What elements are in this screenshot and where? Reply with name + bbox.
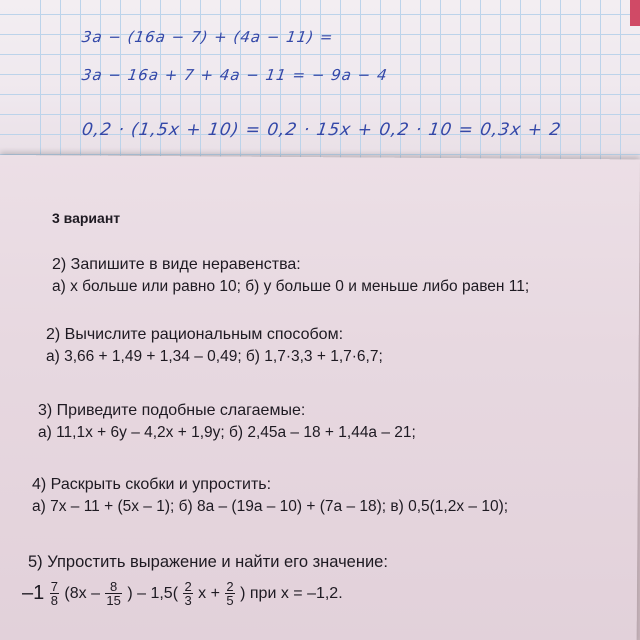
expr-lead: –1 [22,582,45,604]
task-3-text: а) 11,1х + 6у – 4,2х + 1,9у; б) 2,45а – 18 + 1,44а – 21; [38,424,416,441]
fraction-numerator: 2 [184,579,192,594]
expr-part-1: (8х – [64,584,100,602]
handwritten-line-1: 3a − (16a − 7) + (4a − 11) = [80,28,335,46]
fraction-denominator: 15 [106,593,121,608]
task-4-text: а) 7х – 11 + (5х – 1); б) 8а – (19а – 10) + (7а – 18); в) 0,5(1,2х – 10); [32,498,509,515]
task-2-title: 2) Запишите в виде неравенства: [52,256,301,273]
task-2b-text: а) 3,66 + 1,49 + 1,34 – 0,49; б) 1,7·3,3 + 1,7·6,7; [46,348,383,365]
fraction-numerator: 8 [105,580,121,594]
fraction-numerator: 2 [226,579,234,594]
fraction-denominator: 5 [226,593,234,608]
grid-line [60,0,61,162]
expr-part-3: х + [198,584,220,602]
fraction-denominator: 3 [184,593,192,608]
task-2b-title: 2) Вычислите рациональным способом: [46,326,344,343]
variant-heading: 3 вариант [52,210,121,226]
task-5-title: 5) Упростить выражение и найти его значение: [28,553,388,571]
task-2-text: а) х больше или равно 10; б) у больше 0 и меньше либо равен 11; [52,278,530,295]
red-object-corner [630,0,640,26]
expr-part-2: ) – 1,5( [127,584,179,602]
grid-line [620,0,621,162]
task-4-title: 4) Раскрыть скобки и упростить: [32,476,272,493]
fraction-numerator: 7 [50,579,58,594]
fraction-7-8 [50,580,59,607]
fraction-8-15 [105,580,121,607]
handwritten-line-2: 3a − 16a + 7 + 4a − 11 = − 9a − 4 [80,66,389,84]
handwritten-line-3: 0,2 · (1,5x + 10) = 0,2 · 15x + 0,2 · 10 = 0,3x + 2 [80,120,563,140]
notebook-page [0,0,640,162]
expr-part-4: ) при х = –1,2. [240,584,343,602]
fraction-2-3 [183,580,192,607]
grid-line [580,0,581,162]
task-5-expression [22,580,343,607]
fraction-denominator: 8 [50,593,58,608]
grid-line [40,0,41,162]
grid-line [600,0,601,162]
task-3-title: 3) Приведите подобные слагаемые: [38,402,306,419]
fraction-2-5 [225,580,234,607]
